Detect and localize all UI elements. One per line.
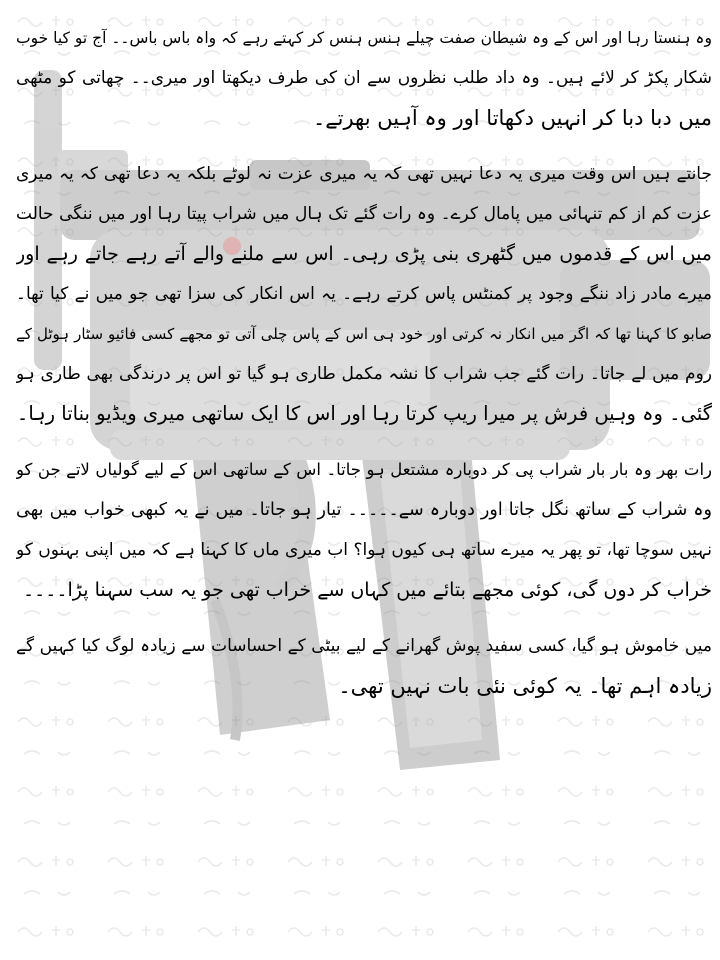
- text-line: وہ شراب کے ساتھ نگل جاتا اور دوبارہ سے۔۔۔۔۔ تیار ہو جاتا۔ میں نے یہ کبھی خواب میں بھی: [16, 500, 712, 520]
- article-body: [16, 18, 712, 722]
- text-line: زیادہ اہم تھا۔ یہ کوئی نئی بات نہیں تھی۔: [338, 674, 712, 698]
- text-line: روم میں لے جاتا۔ رات گئے جب شراب کا نشہ مکمل طاری ہو گیا تو اس پر درندگی بھی طاری ہو: [16, 364, 712, 384]
- paragraph-2: [16, 154, 712, 434]
- text-line: گئی۔ وہ وہیں فرش پر میرا ریپ کرتا رہا اور اس کا ایک ساتھی میری ویڈیو بناتا رہا۔: [16, 402, 712, 425]
- text-line: جانتے ہیں اس وقت میری یہ دعا نہیں تھی کہ یہ میری عزت نہ لوٹے بلکہ یہ دعا تھی کہ یہ میری: [16, 164, 712, 184]
- text-line: صابو کا کہنا تھا کہ اگر میں انکار نہ کرتی اور خود ہی اس کے پاس چلی آتی تو مجھے کسی فائیو سٹار ہوٹل کے: [16, 325, 712, 343]
- text-line: نہیں سوچا تھا، تو پھر یہ میرے ساتھ ہی کیوں ہوا؟ اب میری ماں کا کہنا ہے کہ میں اپنی بہنوں کو: [16, 540, 712, 560]
- text-line: خراب کر دوں گی، کوئی مجھے بتائے میں کہاں سے خراب تھی جو یہ سب سہنا پڑا۔۔۔۔: [22, 579, 712, 601]
- text-line: شکار پکڑ کر لائے ہیں۔ وہ داد طلب نظروں سے ان کی طرف دیکھتا اور میری۔۔ چھاتی کو مٹھی: [16, 68, 712, 88]
- paragraph-3: [16, 450, 712, 610]
- text-line: عزت کم از کم تنہائی میں پامال کرے۔ وہ رات گئے تک ہال میں شراب پیتا رہا اور میں ننگی حالت: [16, 204, 712, 224]
- text-line: میرے مادر زاد ننگے وجود پر کمنٹس پاس کرتے رہے۔ یہ اس انکار کی سزا تھی جو میں نے کیا تھا۔: [16, 284, 712, 304]
- text-line: وہ ہنستا رہا اور اس کے وہ شیطان صفت چیلے ہنس ہنس کر کہتے رہے کہ واہ باس باس۔۔ آج تو کیا خوب: [16, 29, 712, 47]
- text-line: میں اس کے قدموں میں گٹھری بنی پڑی رہی۔ اس سے ملنے والے آتے رہے جاتے رہے اور: [16, 243, 712, 265]
- paragraph-1: [16, 18, 712, 138]
- text-line: میں دبا دبا کر انہیں دکھاتا اور وہ آہیں بھرتے۔: [313, 106, 712, 130]
- paragraph-4: [16, 626, 712, 706]
- text-line: رات بھر وہ بار بار شراب پی کر دوبارہ مشتعل ہو جاتا۔ اس کے ساتھی اس کے لیے گولیاں لاتے جن کو: [16, 460, 712, 479]
- text-line: میں خاموش ہو گیا، کسی سفید پوش گھرانے کے لیے بیٹی کے احساسات سے زیادہ لوگ کیا کہیں گے: [16, 636, 712, 656]
